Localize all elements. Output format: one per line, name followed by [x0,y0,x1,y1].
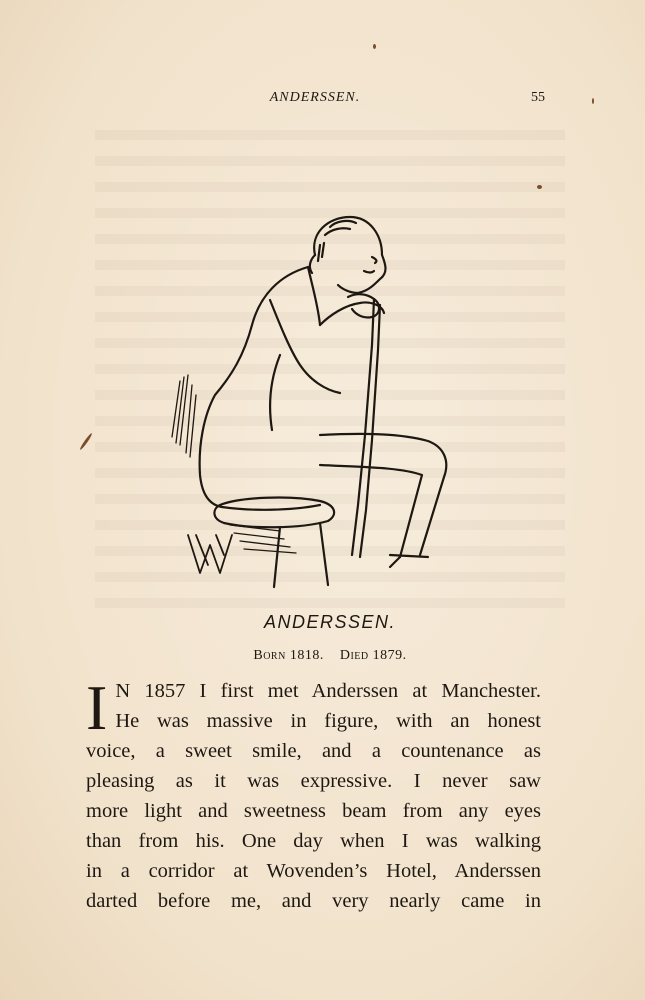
paper-speck [592,98,594,104]
paper-speck [373,44,376,49]
text-line: He was massive in figure, with an honest [115,710,541,732]
stool-drawing [214,498,334,587]
legs-drawing [320,434,446,567]
text-line: in a corridor at Wovenden’s Hotel, Anderssen [86,860,541,882]
died-date: Died 1879. [339,648,407,663]
coat-drawing [200,267,384,510]
drop-cap: I [86,672,108,743]
body-paragraph [86,672,541,916]
text-line: voice, a sweet smile, and a countenance as [86,740,541,762]
text-line: darted before me, and very nearly came in [86,890,541,912]
text-line: pleasing as it was expressive. I never saw [86,770,541,792]
hands-and-cane [348,294,380,557]
head-drawing [310,217,386,293]
illustration-caption: ANDERSSEN. [263,612,397,632]
born-date: Born 1818. [253,648,324,663]
artist-monogram [188,535,232,573]
seated-man-illustration [160,205,460,590]
page-number: 55 [531,90,545,105]
text-line: more light and sweetness beam from any eyes [86,800,541,822]
paper-speck [79,432,93,450]
text-line: than from his. One day when I was walking [86,830,541,852]
paper-speck [537,185,542,189]
running-head: ANDERSSEN. [269,90,361,105]
life-dates [150,648,510,664]
text-line: N 1857 I first met Anderssen at Manchester. [115,680,541,702]
